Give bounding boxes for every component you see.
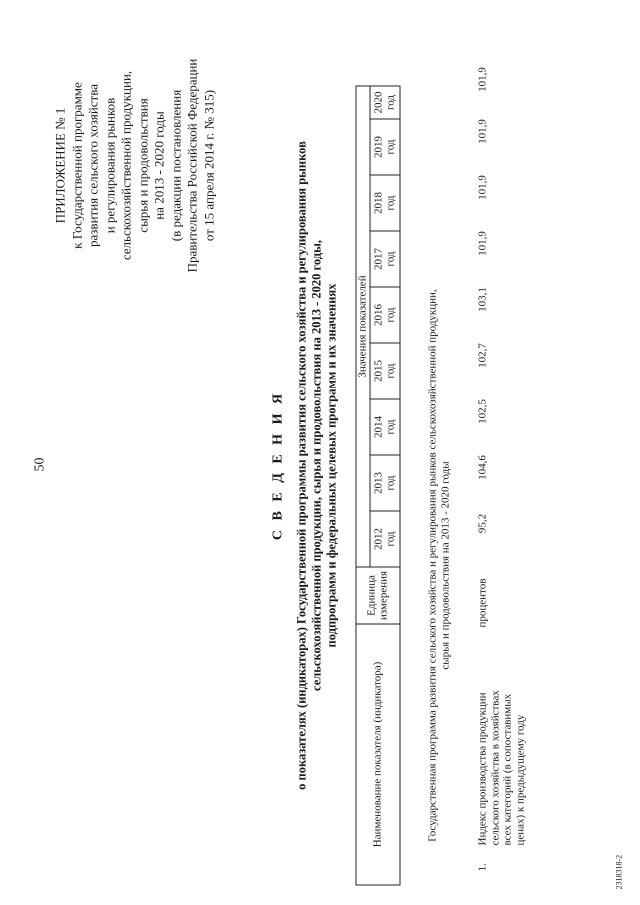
appendix-line: Правительства Российской Федерации [184,58,199,272]
row-value: 103,1 [476,286,488,312]
header-unit [356,567,400,624]
title-line: о показателях (индикаторах) Государственной программы развития сельского хозяйства и регулирования рынков [294,140,308,790]
appendix-line: к Государственной программе [68,81,84,249]
table-row [476,25,546,885]
appendix-line: (в редакции постановления [167,89,183,241]
program-caption [426,285,452,845]
row-value: 104,6 [476,454,488,480]
appendix-line: развития сельского хозяйства [85,83,100,247]
title-line: подпрограмм и федеральных целевых программ и их значениях [324,283,338,647]
row-name-line: всех категорий (в сопоставимых [501,693,513,845]
title-line: сельскохозяйственной продукции, сырья и продовольствия на 2013 - 2020 годы, [309,239,323,691]
appendix-line: сырья и продовольствия [134,97,150,233]
header-year: 2020 год [370,86,400,119]
header-year: 2016 год [370,287,400,343]
indicators-table-header [355,85,400,885]
row-value: 101,9 [476,174,488,200]
header-year: 2018 год [370,175,400,231]
program-caption-line: Государственная программа развития сельского хозяйства и регулирования рынков сельскохозяйственной продукции, [426,288,438,842]
row-indicator-name [476,645,526,845]
appendix-line: от 15 апреля 2014 г. № 315) [200,89,216,241]
appendix-line: сельскохозяйственной продукции, [118,70,133,260]
row-value: 101,9 [476,230,488,256]
header-year: 2013 год [370,455,400,511]
header-year: 2014 год [370,399,400,455]
page-number: 50 [32,457,47,471]
header-indicator-name: Наименование показателя (индикатора) [356,624,400,885]
title-heading: С В Е Д Е Н И Я [270,390,285,540]
header-year: 2015 год [370,343,400,399]
program-caption-line: сырья и продовольствия на 2013 - 2020 годы [439,460,451,670]
appendix-line: ПРИЛОЖЕНИЕ № 1 [52,107,67,223]
appendix-line: и регулирования рынков [101,97,117,233]
row-name-line: ценах) к предыдущему году [513,714,526,845]
row-value: 95,2 [476,513,488,533]
row-value: 101,9 [476,118,488,144]
header-year: 2019 год [370,119,400,175]
header-unit-line: измерения [376,570,389,620]
header-year: 2017 год [370,231,400,287]
row-value: 101,9 [476,66,488,92]
row-value: 102,7 [476,342,488,368]
row-name-line: сельского хозяйства в хозяйствах [488,689,501,845]
document-title [270,115,339,815]
header-values: Значения показателей [356,86,370,567]
header-unit-line: Единица [365,574,377,616]
row-value: 102,5 [476,398,488,424]
row-unit: процентов [476,578,488,627]
row-name-line: Индекс производства продукции [476,691,488,845]
appendix-block [52,35,217,295]
row-number: 1. [476,862,488,871]
footer-code: 2318318-2 [614,854,623,889]
header-year: 2012 год [370,511,400,567]
appendix-line: на 2013 - 2020 годы [151,110,166,220]
